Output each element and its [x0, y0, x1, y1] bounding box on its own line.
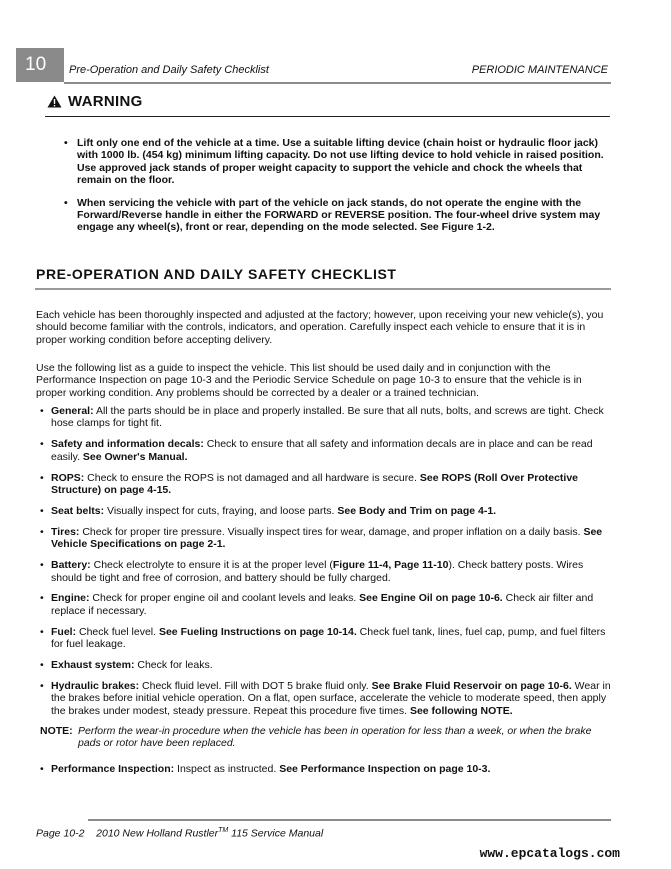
item-reference: See Brake Fluid Reservoir on page 10-6. [371, 680, 572, 692]
item-text: Check fuel tank, lines, fuel cap, pump, and fuel filters for fuel leakage. [51, 625, 606, 651]
warning-list [64, 137, 614, 244]
warning-item: • Lift only one end of the vehicle at a time. Use a suitable lifting device (chain hoist or hydraulic floor jack) with 1000 lb. (454 kg) minimum lifting capacity. Do not use lifting device to hold vehicle in raised position. Use approved jack stands of proper weight capacity to support the vehicle and chock the wheels that remain on the floor. [64, 137, 614, 187]
item-label: Seat belts: [51, 504, 105, 517]
item-reference: See Vehicle Specifications on page 2-1. [51, 525, 603, 551]
item-label: Performance Inspection: [51, 763, 175, 775]
item-label: Battery: [51, 559, 91, 572]
checklist-item-rops [40, 472, 613, 497]
item-label: Tires: [51, 525, 80, 538]
item-label: General: [51, 405, 94, 417]
item-label: Engine: [51, 592, 90, 605]
item-text: Check fuel level. [76, 625, 159, 638]
checklist [40, 405, 613, 726]
section-heading: PRE-OPERATION AND DAILY SAFETY CHECKLIST [36, 266, 397, 282]
checklist-item-seat-belts [40, 505, 613, 517]
item-reference: See Engine Oil on page 10-6. [359, 592, 503, 605]
item-text: Check for leaks. [134, 659, 213, 672]
running-header-section: PERIODIC MAINTENANCE [471, 64, 608, 76]
item-reference: See following NOTE. [409, 704, 513, 717]
item-label: Hydraulic brakes: [51, 680, 140, 692]
note-block [40, 725, 613, 750]
item-text: All the parts should be in place and properly installed. Be sure that all nuts, bolts, and screws are tight. Check hose clamps for tight fit. [51, 405, 604, 430]
page-number: Page 10-2 [36, 827, 85, 840]
item-label: ROPS: [51, 471, 85, 484]
watermark-link[interactable]: www.epcatalogs.com [479, 846, 620, 861]
item-text: Visually inspect for cuts, fraying, and loose parts. [104, 504, 338, 517]
warning-title: WARNING [68, 93, 143, 110]
item-label: Safety and information decals: [51, 438, 204, 451]
item-text: Check to ensure that all safety and information decals are in place and can be read easily. [51, 438, 593, 463]
page-footer [36, 827, 323, 840]
item-reference: See Owner's Manual. [82, 450, 188, 463]
item-text: Check fluid level. Fill with DOT 5 brake fluid only. [139, 680, 372, 692]
checklist-item-brakes [40, 680, 613, 717]
trademark-mark: TM [218, 827, 229, 834]
guide-paragraph: Use the following list as a guide to inspect the vehicle. This list should be used daily and in conjunction with the Performance Inspection on page 10-3 and the Periodic Service Schedule on page 10-3 to ensure that the vehicle is in proper working condition. Any problems should be corrected by a dealer or a trained technician. [36, 362, 582, 399]
running-header-title: Pre-Operation and Daily Safety Checklist [69, 64, 269, 76]
warning-heading [47, 93, 143, 110]
item-text: Check to ensure the ROPS is not damaged and all hardware is secure. [84, 471, 420, 484]
item-reference: Figure 11-4, Page 11-10 [332, 559, 449, 572]
item-text: Check air filter and replace if necessary. [51, 592, 594, 617]
performance-list [40, 763, 613, 775]
item-reference: See Body and Trim on page 4-1. [337, 504, 497, 517]
header-rule [64, 82, 611, 84]
checklist-item-battery [40, 559, 613, 584]
warning-rule [45, 116, 610, 117]
item-label: Fuel: [51, 625, 77, 638]
chapter-number-box: 10 [16, 48, 64, 82]
item-reference: See Performance Inspection on page 10-3. [279, 763, 491, 775]
checklist-item-tires [40, 526, 613, 551]
item-text: Check electrolyte to ensure it is at the proper level ( [90, 559, 333, 572]
note-text: Perform the wear-in procedure when the vehicle has been in operation for less than a week, or when the brake pads or rotor have been replaced. [78, 725, 592, 750]
intro-paragraph: Each vehicle has been thoroughly inspected and adjusted at the factory; however, upon receiving your new vehicle(s), you should become familiar with the controls, indicators, and operation. Carefully inspect each vehicle to ensure that it is in proper working condition before accepting delivery. [36, 309, 604, 346]
checklist-item-fuel [40, 626, 613, 651]
item-text: Check for proper engine oil and coolant levels and leaks. [89, 592, 360, 605]
footer-rule [88, 819, 611, 821]
warning-triangle-icon [47, 95, 62, 108]
item-reference: See Fueling Instructions on page 10-14. [158, 625, 357, 638]
item-text: Inspect as instructed. [174, 763, 280, 775]
checklist-item-performance [40, 763, 613, 775]
checklist-item-engine [40, 592, 613, 617]
warning-item: • When servicing the vehicle with part of the vehicle on jack stands, do not operate the engine with the Forward/Reverse handle in either the FORWARD or REVERSE position. The four-wheel drive system may engage any wheel(s), front or rear, depending on the mode selected. See Figure 1-2. [64, 197, 614, 234]
manual-title: 2010 New Holland Rustler [96, 827, 219, 840]
checklist-item-exhaust [40, 659, 613, 671]
item-text: ). Check battery posts. Wires should be tight and free of corrosion, and battery should be fully charged. [51, 559, 584, 584]
item-text: Check for proper tire pressure. Visually inspect tires for wear, damage, and proper inflation on a daily basis. [79, 525, 584, 538]
item-label: Exhaust system: [51, 659, 135, 672]
section-rule [35, 288, 611, 290]
checklist-item-decals [40, 438, 613, 463]
checklist-item-general [40, 405, 613, 430]
manual-title-suffix: 115 Service Manual [228, 827, 324, 840]
item-reference: See ROPS (Roll Over Protective Structure) on page 4-15. [51, 471, 579, 497]
note-label: NOTE: [40, 725, 73, 737]
item-text: Wear in the brakes before initial vehicle operation. On a flat, open surface, accelerate the vehicle to moderate speed, then apply the brakes under modest, steady pressure. Repeat this procedure five times. [51, 680, 611, 717]
